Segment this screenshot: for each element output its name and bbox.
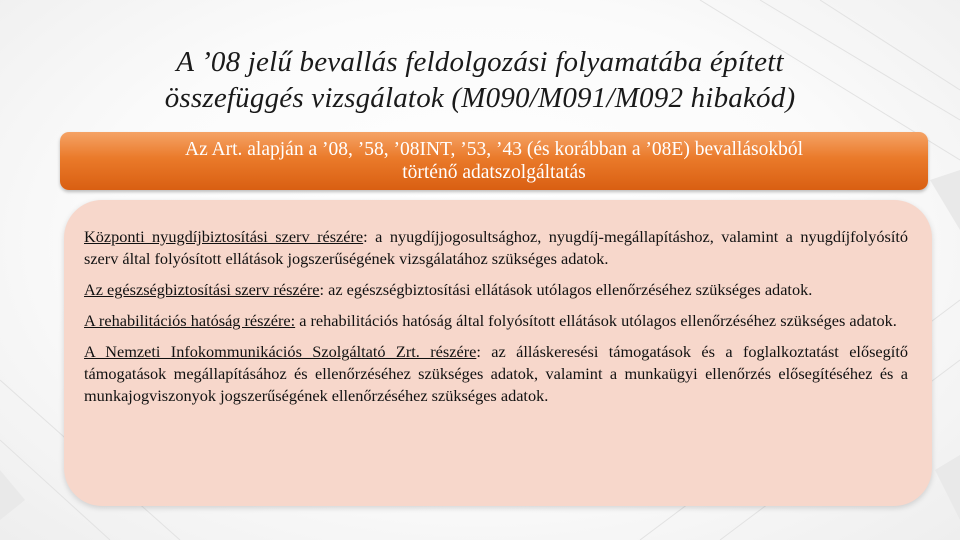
slide-title (40, 44, 920, 116)
title-line-1: A ’08 jelű bevallás feldolgozási folyamatába épített (176, 46, 784, 78)
recipient-label: Központi nyugdíjbiztosítási szerv részére (84, 227, 364, 246)
recipient-label: A Nemzeti Infokommunikációs Szolgáltató Zrt. részére (84, 342, 477, 361)
paragraph-text: : az álláskeresési támogatások és a foglalkoztatást elősegítő támogatások megállapításához és ellenőrzéséhez szükséges adatok, valamint a munkaügyi ellenőrzés elősegítéséhez és a munkajogviszonyok jogszerűségének ellenőrzéséhez szükséges adatok. (84, 342, 908, 405)
recipient-label: Az egészségbiztosítási szerv részére (84, 280, 320, 299)
banner-line-1: Az Art. alapján a ’08, ’58, ’08INT, ’53, ’43 (és korábban a ’08E) bevallásokból (184, 139, 804, 160)
paragraph-rehabilitation-authority (84, 310, 908, 332)
title-line-2: összefüggés vizsgálatok (M090/M091/M092 hibakód) (164, 82, 796, 114)
paragraph-nisz (84, 341, 908, 407)
paragraph-text: : az egészségbiztosítási ellátások utólagos ellenőrzéséhez szükséges adatok. (319, 280, 813, 299)
paragraph-text: a rehabilitációs hatóság által folyósított ellátások utólagos ellenőrzéséhez szükséges adatok. (295, 311, 897, 330)
banner-line-2: történő adatszolgáltatás (402, 162, 586, 183)
section-banner (60, 132, 928, 190)
recipient-label: A rehabilitációs hatóság részére: (84, 311, 296, 330)
paragraph-text: : a nyugdíjjogosultsághoz, nyugdíj-megállapításhoz, valamint a nyugdíjfolyósító szerv által folyósított ellátások jogszerűségének vizsgálatához szükséges adatok. (84, 227, 909, 268)
content-box (64, 200, 932, 506)
paragraph-health-insurance (84, 279, 908, 301)
paragraph-pension-authority (84, 226, 908, 270)
